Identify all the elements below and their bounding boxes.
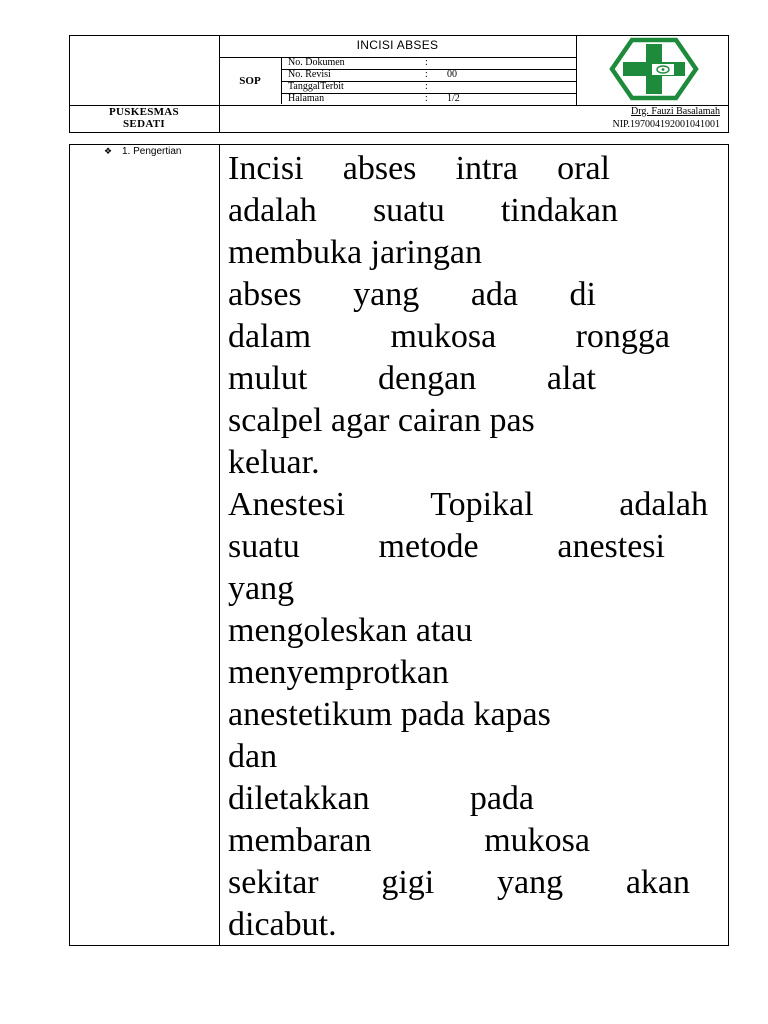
- paragraph-line: mengoleskan atau: [228, 612, 473, 649]
- document-title: INCISI ABSES: [356, 38, 439, 52]
- header-divider-right: [576, 35, 577, 105]
- institution-name: PUSKESMAS: [109, 106, 179, 118]
- paragraph-line: scalpel agar cairan pas: [228, 402, 535, 439]
- field-sep: :: [425, 69, 428, 80]
- institution-city: SEDATI: [123, 118, 165, 130]
- paragraph-line: dan: [228, 738, 278, 775]
- paragraph-line: menyemprotkan: [228, 654, 449, 691]
- paragraph-line: dalam mukosa rongga: [228, 318, 670, 355]
- signer-name: Drg. Fauzi Basalamah: [631, 106, 720, 117]
- field-label: No. Revisi: [288, 69, 331, 80]
- paragraph-line: Anestesi Topikal adalah: [228, 486, 708, 523]
- field-sep: :: [425, 57, 428, 68]
- paragraph-line: mulut dengan alat: [228, 360, 596, 397]
- content-divider: [219, 144, 220, 946]
- paragraph-line: yang: [228, 570, 295, 607]
- field-sep: :: [425, 81, 428, 92]
- title-row-bottom: [219, 57, 576, 58]
- section-label: 1. Pengertian: [122, 146, 182, 157]
- paragraph-line: adalah suatu tindakan: [228, 192, 618, 229]
- field-label: Halaman: [288, 93, 325, 104]
- paragraph-line: keluar.: [228, 444, 320, 481]
- puskesmas-logo-icon: [609, 36, 699, 102]
- field-value: 00: [447, 69, 457, 80]
- paragraph-line: membuka jaringan: [228, 234, 482, 271]
- field-label: TanggalTerbit: [288, 81, 344, 92]
- field-row-3-bottom: [281, 93, 576, 94]
- field-sep: :: [425, 93, 428, 104]
- section-bullet-icon: ❖: [104, 147, 113, 157]
- signer-nip: NIP.197004192001041001: [612, 119, 720, 130]
- field-value: 1/2: [447, 93, 460, 104]
- paragraph-line: abses yang ada di: [228, 276, 596, 313]
- paragraph-line: dicabut.: [228, 906, 337, 943]
- paragraph-line: diletakkan pada: [228, 780, 534, 817]
- field-label: No. Dokumen: [288, 57, 345, 68]
- paragraph-line: sekitar gigi yang akan: [228, 864, 690, 901]
- sop-label: SOP: [239, 75, 261, 87]
- paragraph-line: anestetikum pada kapas: [228, 696, 551, 733]
- paragraph-line: membaran mukosa: [228, 822, 590, 859]
- definition-paragraph: [228, 148, 708, 946]
- paragraph-line: Incisi abses intra oral: [228, 150, 610, 187]
- paragraph-line: suatu metode anestesi: [228, 528, 665, 565]
